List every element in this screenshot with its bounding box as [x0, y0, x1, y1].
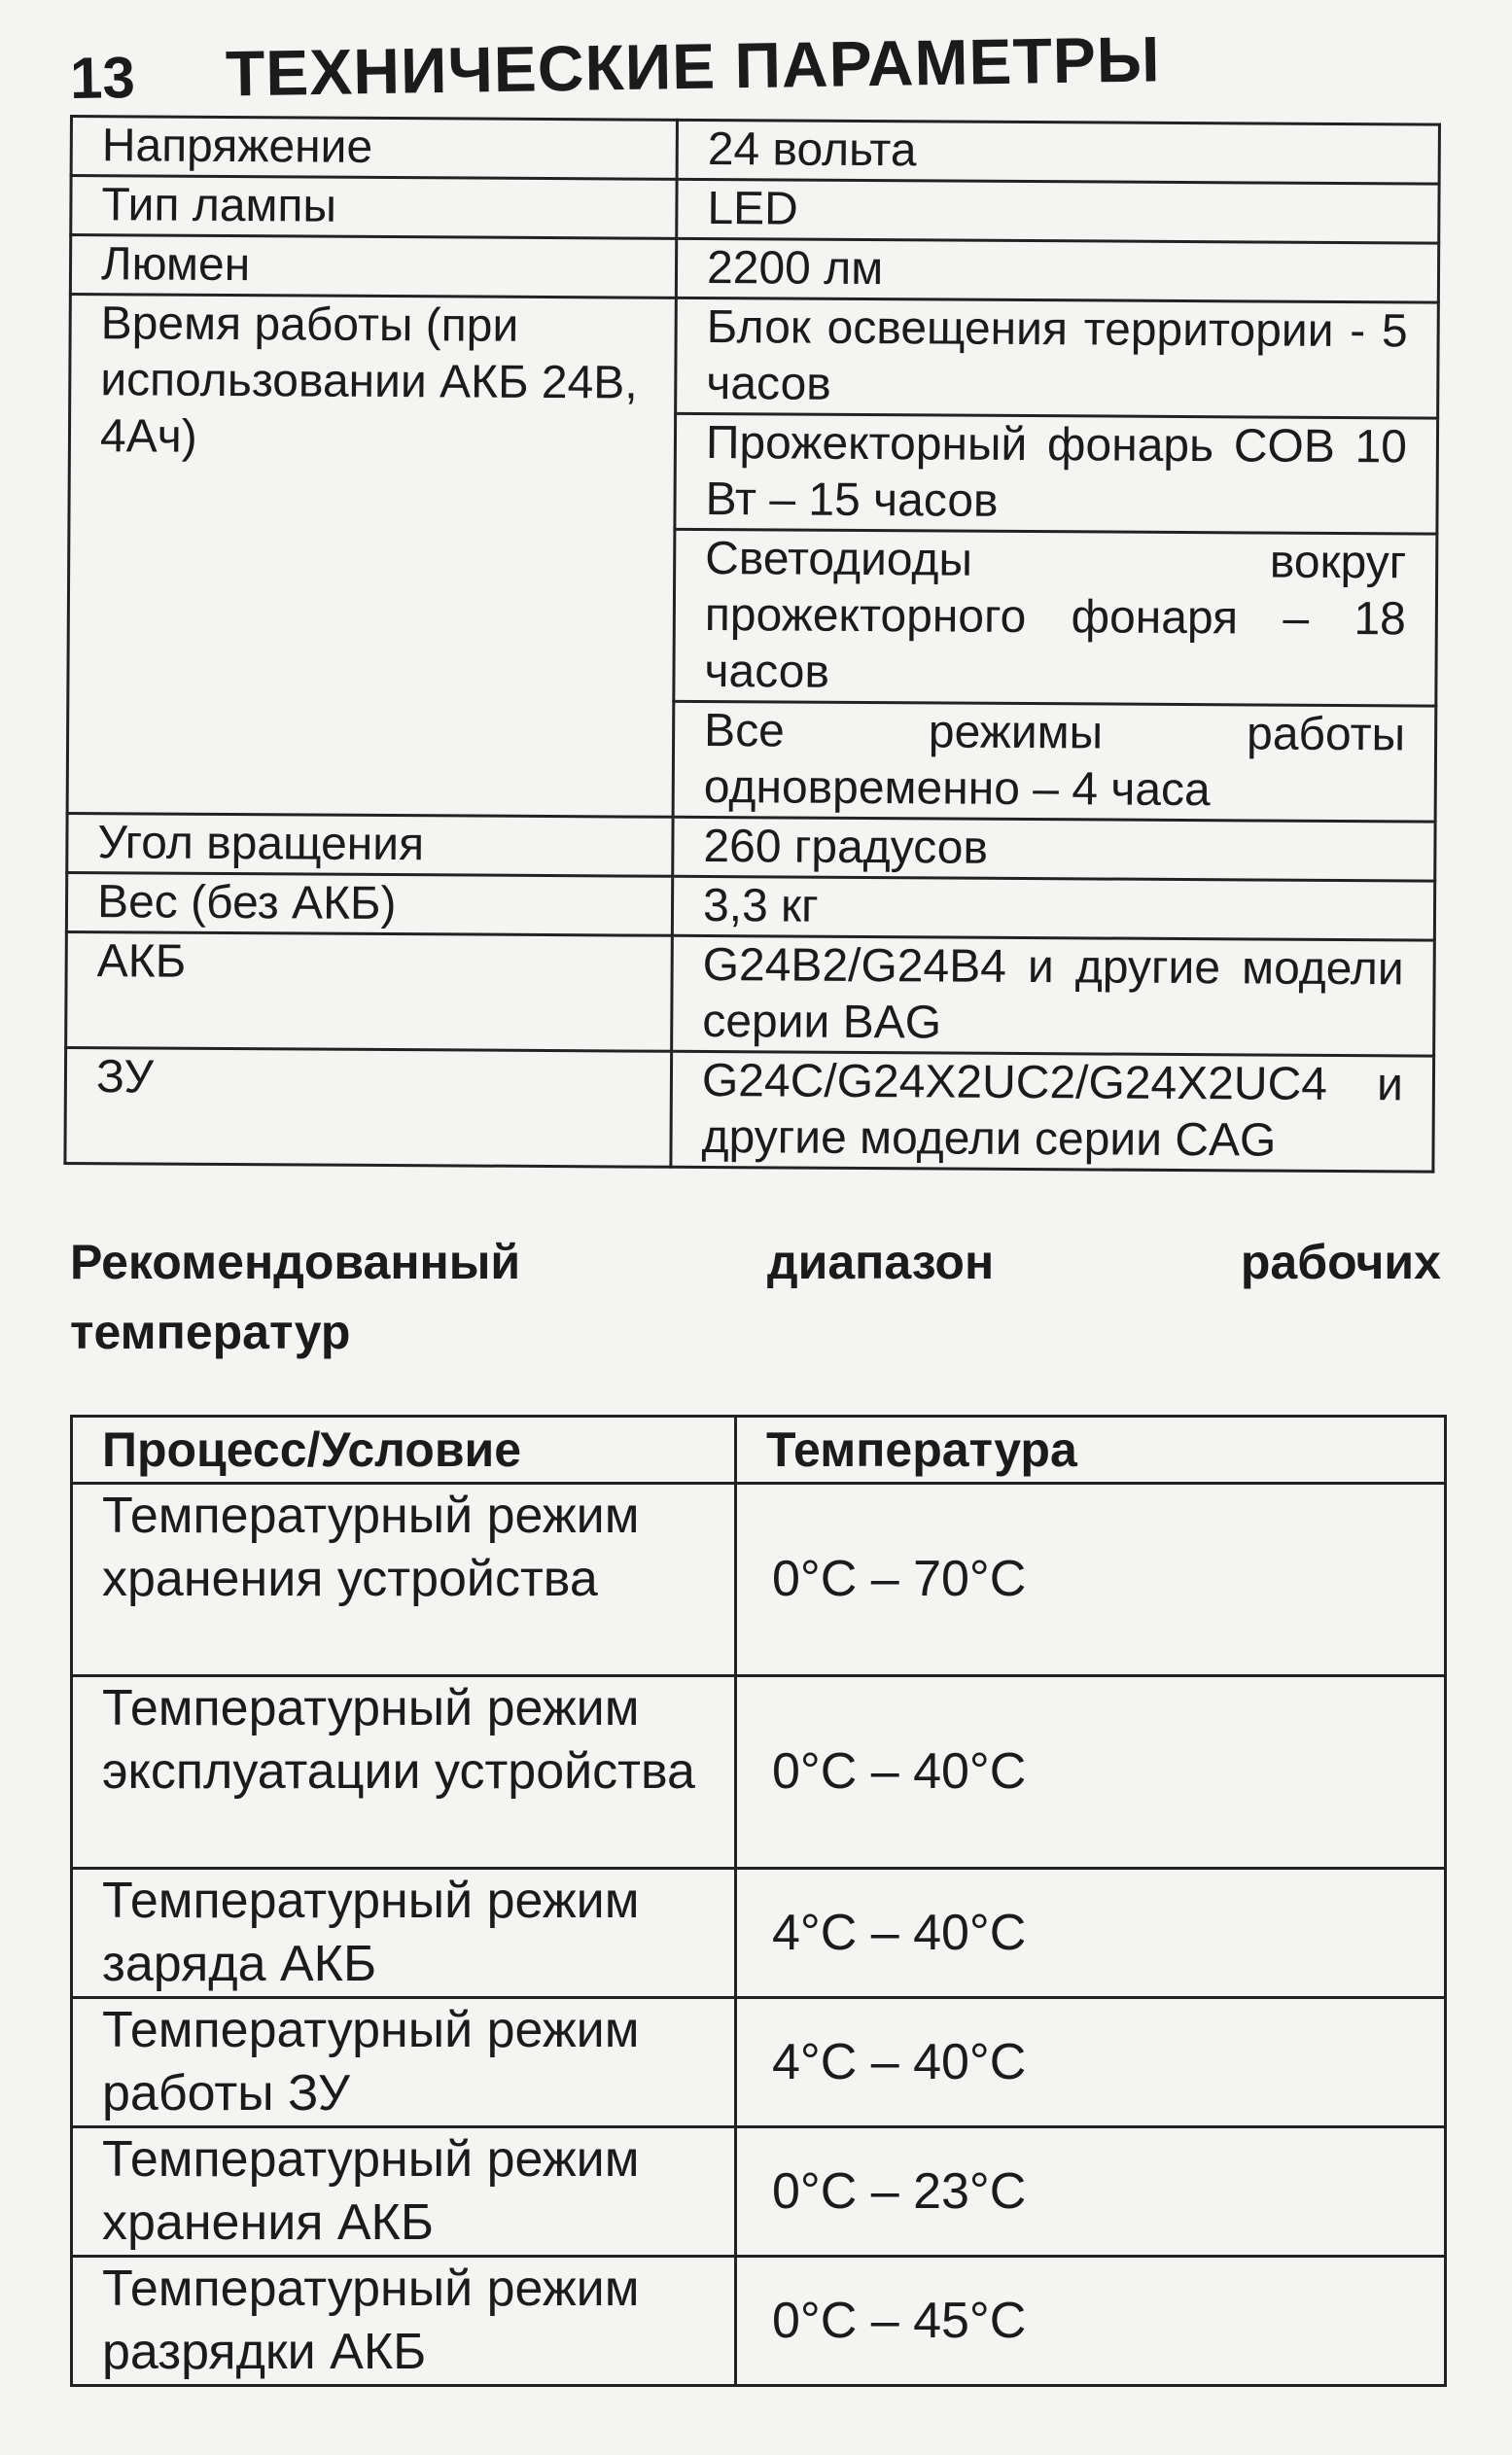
range-cell: 4°C – 40°C	[736, 1869, 1446, 1998]
spec-value: Прожекторный фонарь COB 10 Вт – 15 часов	[675, 413, 1438, 534]
spec-value: Светодиоды вокруг прожекторного фонаря – 18 часов	[674, 529, 1437, 706]
table-row	[72, 2127, 1446, 2257]
heading-word: диапазон	[766, 1235, 995, 1289]
table-header-row	[72, 1417, 1446, 1484]
condition-cell: Температурный режим работы ЗУ	[72, 1998, 736, 2127]
spec-label: Время работы (при использовании АКБ 24В, 4Ач)	[67, 295, 676, 818]
temperature-table	[70, 1415, 1447, 2387]
condition-cell: Температурный режим заряда АКБ	[72, 1869, 736, 1998]
table-row	[66, 872, 1434, 940]
spec-value: Все режимы работы одновременно – 4 часа	[673, 701, 1436, 822]
table-row	[65, 1047, 1434, 1172]
heading-line: температур	[70, 1305, 351, 1359]
spec-value: LED	[677, 179, 1439, 243]
spec-label: Люмен	[70, 235, 676, 298]
spec-label: Напряжение	[71, 117, 677, 180]
section-heading	[69, 21, 1161, 113]
range-cell: 4°C – 40°C	[736, 1998, 1446, 2127]
condition-cell: Температурный режим разрядки АКБ	[72, 2257, 736, 2386]
column-header-process: Процесс/Условие	[72, 1417, 736, 1484]
table-row	[72, 1869, 1446, 1998]
spec-value: 24 вольта	[677, 120, 1439, 184]
table-row	[72, 2257, 1446, 2386]
specs-table	[63, 115, 1441, 1174]
spec-value: Блок освещения территории - 5 часов	[676, 298, 1439, 418]
table-row	[71, 176, 1439, 244]
condition-cell: Температурный режим хранения АКБ	[72, 2127, 736, 2257]
table-row	[67, 813, 1435, 881]
table-row	[72, 1998, 1446, 2127]
table-row	[71, 117, 1439, 185]
table-row	[72, 1484, 1446, 1676]
spec-value: G24C/G24X2UC2/G24X2UC4 и другие модели серии CAG	[671, 1051, 1434, 1172]
spec-value: 2200 лм	[676, 238, 1438, 302]
table-row	[70, 235, 1438, 303]
table-row	[72, 1676, 1446, 1869]
range-cell: 0°C – 45°C	[736, 2257, 1446, 2386]
spec-value: 3,3 кг	[672, 876, 1434, 940]
condition-cell: Температурный режим хранения устройства	[72, 1484, 736, 1676]
table-row	[70, 295, 1439, 419]
spec-label: Вес (без АКБ)	[66, 872, 672, 935]
spec-value: 260 градусов	[673, 817, 1435, 881]
spec-label: Угол вращения	[67, 813, 673, 876]
range-cell: 0°C – 70°C	[736, 1484, 1446, 1676]
spec-label: Тип лампы	[71, 176, 677, 239]
spec-label: ЗУ	[65, 1047, 672, 1167]
spec-label: АКБ	[66, 931, 673, 1051]
spec-value: G24B2/G24B4 и другие модели серии BAG	[672, 935, 1435, 1056]
table-row	[66, 931, 1435, 1056]
range-cell: 0°C – 23°C	[736, 2127, 1446, 2257]
condition-cell: Температурный режим эксплуатации устройства	[72, 1676, 736, 1869]
range-cell: 0°C – 40°C	[736, 1676, 1446, 1869]
heading-word: рабочих	[1240, 1235, 1441, 1289]
column-header-temperature: Температура	[736, 1417, 1446, 1484]
heading-word: Рекомендованный	[70, 1235, 521, 1289]
section-title: ТЕХНИЧЕСКИЕ ПАРАМЕТРЫ	[225, 22, 1161, 110]
section-number: 13	[69, 44, 136, 111]
temperature-range-heading	[70, 1227, 1441, 1367]
